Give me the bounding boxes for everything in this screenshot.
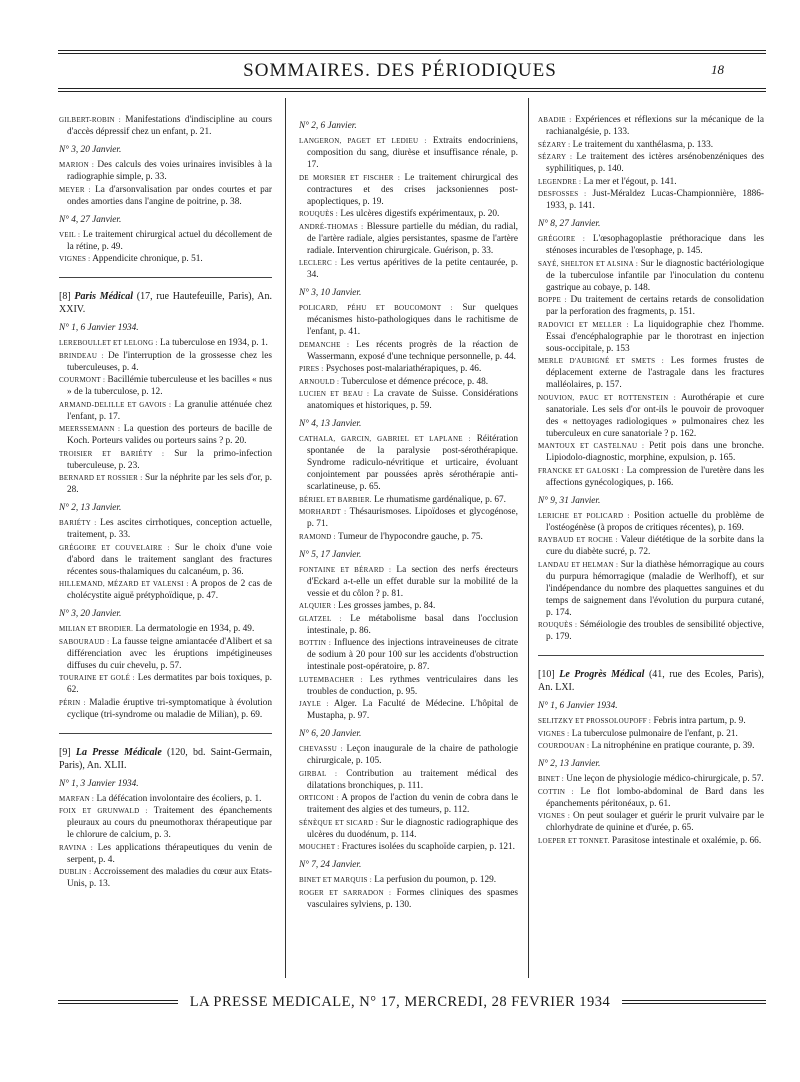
article-title: La défécation involontaire des écoliers, p. 1.: [96, 793, 262, 804]
article-entry: [538, 176, 764, 188]
article-title: Sur quelques mécanismes histo-pathologiques dans le rachitisme de l'enfant, p. 41.: [307, 303, 518, 337]
article-authors: SÉZARY :: [538, 153, 573, 161]
article-entry: [538, 465, 764, 489]
article-title: Thésaurismoses. Lipoïdoses et glycogénose, p. 71.: [307, 507, 518, 529]
article-title: La tuberculose pulmonaire de l'enfant, p. 21.: [571, 728, 738, 739]
article-title: La dermatologie en 1934, p. 49.: [135, 624, 255, 634]
article-authors: BINET :: [538, 775, 564, 783]
article-authors: LERICHE ET POLICARD :: [538, 511, 630, 520]
article-title: Blessure partielle du médian, du radial, de l'artère radiale, algies persistantes, spasme de l'artère radiale. Intervention chirurgicale. Guérison, p. 33.: [307, 221, 518, 256]
article-entry: [59, 697, 272, 721]
article-title: Tuberculose et démence précoce, p. 48.: [341, 376, 489, 387]
journal-separator: [59, 733, 272, 734]
article-title: Just-Méraldez Lucas-Championnière, 1886-1933, p. 141.: [546, 189, 764, 211]
article-entry: [59, 337, 272, 349]
issue-date: N° 9, 31 Janvier.: [538, 495, 601, 506]
article-title: La fausse teigne amiantacée d'Alibert et sa différenciation avec les éruptions impétigineuses diffuses du cuir chevelu, p. 57.: [67, 636, 272, 671]
article-authors: ABADIE :: [538, 116, 572, 124]
issue-date: N° 2, 13 Janvier.: [59, 503, 122, 513]
article-entry: [59, 114, 272, 138]
article-authors: MANTOUX ET CASTELNAU :: [538, 442, 645, 450]
article-entry: [538, 258, 764, 294]
header-rule-top-2: [58, 53, 766, 54]
article-title: La liquidographie chez l'homme. Essai d'encéphalographie par le thorotrast en injection sous-occipitale, p. 153: [546, 319, 764, 354]
article-authors: VIGNES :: [538, 812, 571, 820]
article-entry: [299, 208, 518, 220]
journal-name: La Presse Médicale: [75, 746, 162, 758]
issue-date: N° 3, 20 Janvier.: [59, 609, 122, 619]
article-entry: [299, 768, 518, 792]
column-divider-2: [528, 98, 529, 978]
article-authors: BÉRIEL ET BARBIER.: [299, 495, 372, 504]
column-1: [59, 114, 272, 982]
article-title: Le traitement du xanthélasma, p. 133.: [572, 139, 714, 150]
issue-date: N° 1, 6 Janvier 1934.: [59, 323, 139, 333]
article-authors: MEYER :: [59, 185, 91, 194]
article-title: Expériences et réflexions sur la mécanique de la rachianalgésie, p. 133.: [546, 115, 764, 137]
article-entry: [299, 363, 518, 375]
article-authors: LANGERON, PAGET ET LEDIEU :: [299, 137, 427, 145]
article-entry: [538, 786, 764, 810]
article-title: Le flot lombo-abdominal de Bard dans les épanchements péritonéaux, p. 61.: [546, 786, 764, 809]
article-entry: [538, 510, 764, 534]
article-authors: HILLEMAND, MÉZARD ET VALENSI :: [59, 580, 189, 588]
article-entry: [299, 674, 518, 698]
article-authors: GRÉGOIRE :: [538, 235, 586, 243]
article-title: Sur le diagnostic radiographique des ulcères du duodénum, p. 114.: [307, 817, 518, 840]
article-authors: MILIAN ET BRODIER.: [59, 625, 134, 633]
article-authors: DUBLIN :: [59, 868, 92, 876]
article-entry: [299, 817, 518, 841]
article-entry: [538, 355, 764, 391]
article-title: Traitement des épanchements pleuraux au cours du pneumothorax thérapeutique par le chlorure de calcium, p. 3.: [67, 806, 272, 840]
issue-date: N° 1, 3 Janvier 1934.: [59, 778, 139, 789]
article-title: Petit pois dans une bronche. Lipiodolo-diagnostic, morphine, expulsion, p. 165.: [546, 441, 764, 463]
journal-heading: [59, 290, 272, 316]
article-entry: [538, 810, 764, 834]
article-entry: [299, 302, 518, 338]
article-authors: FONTAINE ET BÉRARD :: [299, 565, 392, 574]
article-title: Sur le diagnostic bactériologique de la tuberculose infantile par l'inoculation du contenu gastrique au cobaye, p. 148.: [546, 258, 764, 293]
article-authors: SAYÉ, SHELTON ET ALSINA :: [538, 259, 639, 268]
article-authors: MERLE D'AUBIGNÉ ET SMETS :: [538, 357, 664, 365]
article-authors: SÉNÈQUE ET SICARD :: [299, 818, 379, 827]
article-title: La compression de l'uretère dans les affections gynécologiques, p. 166.: [546, 465, 764, 488]
article-authors: ARMAND-DELILLE ET GAVOIS :: [59, 400, 172, 409]
article-entry: [538, 139, 764, 151]
article-authors: ROUQUÈS :: [299, 210, 339, 218]
article-entry: [59, 866, 272, 890]
article-authors: BARIÉTY :: [59, 519, 97, 527]
article-title: Le traitement des ictères arsénobenzéniques des syphilitiques, p. 140.: [546, 152, 764, 174]
article-entry: [59, 805, 272, 841]
article-authors: RAMOND :: [299, 532, 336, 541]
article-authors: COURMONT :: [59, 376, 106, 384]
article-title: Bacillémie tuberculeuse et les bacilles « nus » de la tuberculose, p. 12.: [67, 375, 272, 397]
article-title: Influence des injections intraveineuses de citrate de sodium à 20 pour 100 sur les accidents d'obstruction intestinale post-opératoire, p. 87.: [307, 638, 518, 672]
article-entry: [538, 619, 764, 643]
article-authors: RAVINA :: [59, 843, 93, 852]
article-authors: MEERSSEMANN :: [59, 425, 121, 433]
article-title: La d'arsonvalisation par ondes courtes et par ondes amorties dans l'angine de poitrine, p. 38.: [67, 184, 272, 207]
article-entry: [299, 564, 518, 600]
article-title: La cravate de Suisse. Considérations anatomiques et historiques, p. 59.: [307, 389, 518, 411]
article-entry: [59, 472, 272, 496]
issue-date: N° 6, 20 Janvier.: [299, 729, 362, 739]
article-title: De l'interruption de la grossesse chez les tuberculeuses, p. 4.: [67, 350, 272, 373]
article-entry: [299, 221, 518, 257]
article-title: L'œsophagoplastie préthoracique dans les sténoses incurables de l'œsophage, p. 145.: [546, 234, 764, 256]
footer-rule-right: [622, 1000, 766, 1001]
article-entry: [299, 388, 518, 412]
journal-number: [10]: [538, 669, 555, 680]
article-title: Du traitement de certains retards de consolidation par la perforation des fragments, p. 151.: [546, 295, 764, 317]
article-entry: [538, 294, 764, 318]
article-title: Contribution au traitement médical des dilatations bronchiques, p. 111.: [307, 768, 518, 791]
article-entry: [59, 184, 272, 208]
article-title: La nitrophénine en pratique courante, p. 39.: [591, 741, 755, 751]
issue-date: N° 4, 13 Janvier.: [299, 419, 362, 429]
article-title: La mer et l'égout, p. 141.: [583, 176, 677, 187]
issue-date: N° 7, 24 Janvier.: [299, 860, 362, 870]
article-authors: RADOVICI ET MELLER :: [538, 320, 629, 329]
article-authors: MARFAN :: [59, 794, 95, 803]
journal-address: (17, rue Hautefeuille, Paris), An. XXIV.: [59, 291, 272, 315]
article-authors: DEMANCHE :: [299, 340, 350, 349]
article-title: Accroissement des maladies du cœur aux Etats-Unis, p. 13.: [67, 867, 272, 889]
article-title: La perfusion du poumon, p. 129.: [374, 875, 497, 885]
article-entry: [538, 715, 764, 727]
issue-date: N° 8, 27 Janvier.: [538, 219, 601, 229]
article-authors: BOTTIN :: [299, 639, 332, 647]
article-authors: GRÉGOIRE ET COUVELAIRE :: [59, 543, 170, 552]
article-title: Appendicite chronique, p. 51.: [92, 254, 203, 264]
article-title: Les ascites cirrhotiques, conception actuelle, traitement, p. 33.: [67, 518, 272, 540]
article-entry: [59, 448, 272, 472]
article-authors: VIGNES :: [59, 255, 91, 263]
journal-address: (41, rue des Ecoles, Paris), An. LXI.: [538, 669, 764, 693]
journal-name: Paris Médical: [74, 291, 134, 302]
article-authors: BINET ET MARQUIS :: [299, 876, 372, 884]
article-authors: LANDAU ET HELMAN :: [538, 560, 619, 569]
article-entry: [59, 793, 272, 805]
article-entry: [299, 257, 518, 281]
article-entry: [538, 151, 764, 175]
running-footer: [0, 990, 800, 1014]
page-number: 18: [711, 62, 724, 77]
article-title: Le traitement chirurgical actuel du décollement de la rétine, p. 49.: [67, 229, 272, 252]
article-title: Fractures isolées du scaphoïde carpien, p. 121.: [341, 842, 515, 852]
column-divider-1: [285, 98, 286, 978]
article-entry: [299, 637, 518, 673]
journal-address: (120, bd. Saint-Germain, Paris), An. XLII.: [59, 746, 272, 771]
article-entry: [299, 792, 518, 816]
article-title: Position actuelle du problème de l'ostéogénèse (à propos de critiques récentes), p. 169.: [546, 510, 764, 533]
article-entry: [59, 399, 272, 423]
article-entry: [59, 374, 272, 398]
article-title: Les grosses jambes, p. 84.: [338, 601, 436, 611]
article-authors: JAYLE :: [299, 700, 329, 708]
article-authors: NOUVION, PAUC ET ROTTENSTEIN :: [538, 393, 676, 402]
article-authors: VEIL :: [59, 230, 81, 239]
article-entry: [59, 623, 272, 635]
running-header: [0, 58, 800, 84]
article-title: Les rythmes ventriculaires dans les troubles de conduction, p. 95.: [307, 674, 518, 697]
article-title: A propos de l'action du venin de cobra dans le traitement des algies et des tumeurs, p. 112.: [307, 793, 518, 815]
article-title: Une leçon de physiologie médico-chirurgicale, p. 57.: [566, 774, 764, 784]
article-title: La section des nerfs érecteurs d'Eckard a-t-elle un effet durable sur la mobilité de la vessie et du côlon ? p. 81.: [307, 564, 518, 599]
header-rule-bottom-2: [58, 91, 766, 92]
column-2: [299, 114, 518, 982]
article-entry: [59, 636, 272, 672]
article-entry: [538, 440, 764, 464]
article-entry: [299, 874, 518, 886]
article-authors: LEREBOULLET ET LELONG :: [59, 339, 158, 347]
article-title: Psychoses post-malariathérapiques, p. 46.: [325, 364, 482, 374]
issue-date: N° 1, 6 Janvier 1934.: [538, 701, 618, 711]
article-title: Sur la diathèse hémorragique au cours du purpura hémorragique (maladie de Werlhoff), et sur l'indépendance du nombre des plaquettes sanguines et du temps de saignement dans l'évolution du purpura cutané, p. 174.: [546, 559, 764, 618]
article-authors: COURDOUAN :: [538, 742, 590, 750]
article-title: Sur le choix d'une voie d'abord dans le traitement sanglant des fractures récentes sous-thalamiques du calcanéum, p. 36.: [67, 542, 272, 577]
article-entry: [59, 842, 272, 866]
article-title: Le métabolisme basal dans l'occlusion intestinale, p. 86.: [307, 613, 518, 636]
article-authors: ARNOULD :: [299, 377, 340, 386]
article-authors: CATHALA, GARCIN, GABRIEL ET LAPLANE :: [299, 435, 471, 443]
header-rule-bottom: [58, 88, 766, 89]
journal-heading: [59, 746, 272, 772]
article-authors: POLICARD, PÉHU ET BOUCOMONT :: [299, 304, 453, 312]
article-authors: ALQUIER :: [299, 602, 336, 610]
article-authors: PIRES :: [299, 365, 324, 373]
article-entry: [299, 600, 518, 612]
article-entry: [538, 740, 764, 752]
journal-separator: [538, 655, 764, 656]
article-entry: [299, 613, 518, 637]
article-authors: LECLERC :: [299, 259, 338, 267]
article-entry: [538, 559, 764, 619]
article-entry: [59, 350, 272, 374]
article-entry: [299, 887, 518, 911]
article-title: Maladie éruptive tri-symptomatique à évolution cyclique (tri-syndrome ou maladie de Milian), p. 69.: [67, 697, 272, 720]
article-entry: [538, 835, 764, 847]
article-entry: [59, 672, 272, 696]
article-entry: [59, 542, 272, 578]
article-authors: SELITZKY ET PROSSOLOUPOFF :: [538, 717, 652, 725]
article-authors: VIGNES :: [538, 729, 570, 738]
article-authors: COTTIN :: [538, 787, 574, 796]
article-authors: ROUQUÈS :: [538, 621, 578, 629]
article-authors: GIRBAL :: [299, 769, 338, 778]
article-title: Alger. La Faculté de Médecine. L'hôpital de Mustapha, p. 97.: [307, 699, 518, 721]
article-title: Sur la néphrite par les sels d'or, p. 28.: [67, 473, 272, 495]
article-entry: [59, 229, 272, 253]
article-entry: [538, 392, 764, 440]
journal-name: Le Progrès Médical: [559, 669, 645, 680]
article-authors: BERNARD ET ROSSIER :: [59, 474, 143, 482]
article-entry: [299, 172, 518, 208]
article-authors: MOUCHET :: [299, 843, 340, 851]
article-title: La tuberculose en 1934, p. 1.: [159, 338, 268, 348]
footer-rule-right-2: [622, 1003, 766, 1004]
article-entry: [299, 433, 518, 493]
section-title: SOMMAIRES. DES PÉRIODIQUES: [243, 60, 557, 81]
article-entry: [538, 534, 764, 558]
article-authors: LOEPER ET TONNET.: [538, 836, 610, 845]
article-authors: DE MORSIER ET FISCHER :: [299, 173, 401, 182]
article-authors: FOIX ET GRUNWALD :: [59, 807, 148, 815]
issue-date: N° 2, 13 Janvier.: [538, 759, 601, 769]
article-entry: [538, 114, 764, 138]
article-entry: [538, 773, 764, 785]
article-title: Manifestations d'indiscipline au cours d'accès dépressif chez un enfant, p. 21.: [67, 115, 272, 137]
article-entry: [59, 159, 272, 183]
article-authors: GILBERT-ROBIN :: [59, 116, 122, 124]
article-entry: [299, 135, 518, 171]
journal-separator: [59, 277, 272, 278]
article-entry: [299, 743, 518, 767]
article-entry: [299, 339, 518, 363]
issue-date: N° 4, 27 Janvier.: [59, 214, 122, 225]
article-authors: SABOURAUD :: [59, 637, 110, 646]
article-title: A propos de 2 cas de cholécystite aiguë prétyphoïdique, p. 47.: [67, 579, 272, 601]
article-authors: BOPPE :: [538, 296, 567, 304]
article-authors: ORTICONI :: [299, 794, 339, 802]
article-title: Les ulcères digestifs expérimentaux, p. 20.: [340, 209, 500, 219]
article-title: Des calculs des voies urinaires invisibles à la radiographie simple, p. 33.: [67, 160, 272, 182]
article-title: Aurothérapie et cure sanatoriale. Les sels d'or ont-ils le pouvoir de provoquer des « nettoyages radiologiques » pulmonaires chez les tuberculeux en cure sanatoriale ? p. 162.: [546, 392, 764, 439]
article-authors: LUCIEN ET BEAU :: [299, 390, 370, 398]
article-title: Tumeur de l'hypocondre gauche, p. 75.: [337, 531, 483, 542]
article-authors: BRINDEAU :: [59, 351, 104, 360]
article-title: On peut soulager et guérir le prurit vulvaire par le chlorhydrate de quinine et d'urée, p. 65.: [546, 811, 764, 833]
article-title: Les formes frustes de déplacement externe de l'astragale dans les fractures malléolaires, p. 157.: [546, 356, 764, 390]
article-entry: [59, 423, 272, 447]
article-authors: TOURAINE ET GOLÉ :: [59, 674, 135, 682]
article-title: Febris intra partum, p. 9.: [653, 716, 746, 726]
article-authors: MARION :: [59, 161, 95, 169]
article-authors: MORHARDT :: [299, 508, 347, 516]
article-entry: [299, 531, 518, 543]
article-entry: [299, 841, 518, 853]
article-entry: [538, 728, 764, 740]
article-title: Parasitose intestinale et oxalémie, p. 66.: [611, 835, 762, 846]
article-title: Le rhumatisme gardénalique, p. 67.: [374, 494, 507, 505]
article-authors: TROISIER ET BARIÉTY :: [59, 449, 165, 458]
article-authors: RAYBAUD ET ROCHE :: [538, 536, 618, 544]
article-title: Leçon inaugurale de la chaire de pathologie chirurgicale, p. 105.: [307, 744, 518, 766]
article-entry: [538, 233, 764, 257]
article-entry: [299, 506, 518, 530]
article-entry: [59, 517, 272, 541]
article-authors: GLATZEL :: [299, 614, 342, 623]
article-authors: ROGER ET SARRADON :: [299, 888, 392, 897]
article-entry: [299, 698, 518, 722]
article-authors: ANDRÉ-THOMAS :: [299, 222, 364, 231]
article-entry: [59, 578, 272, 602]
article-authors: SÉZARY :: [538, 140, 571, 149]
article-title: Extraits endocriniens, composition du sang, diurèse et insuffisance rénale, p. 17.: [307, 136, 518, 170]
article-title: Les dermatites par bois toxiques, p. 62.: [67, 673, 272, 695]
article-entry: [538, 188, 764, 212]
article-entry: [299, 376, 518, 388]
article-title: La granulie atténuée chez l'enfant, p. 17.: [67, 399, 272, 422]
article-title: Formes cliniques des spasmes vasculaires sylviens, p. 130.: [307, 887, 518, 910]
issue-date: N° 3, 10 Janvier.: [299, 288, 362, 298]
article-title: Le traitement chirurgical des contractures et des crises jacksoniennes post-apoplectiques, p. 19.: [307, 172, 518, 207]
article-title: Les applications thérapeutiques du venin de serpent, p. 4.: [67, 842, 272, 865]
article-authors: PÉRIN :: [59, 698, 86, 707]
journal-heading: [538, 668, 764, 694]
article-title: Valeur diététique de la sorbite dans la cure du diabète sucré, p. 72.: [546, 535, 764, 557]
article-authors: LEGENDRE :: [538, 177, 582, 186]
article-title: Réitération spontanée de la paralysie post-sérothérapique. Syndrome radiculo-névritique et urticaire, évoluant conjointement par poussées après sérothérapie anti-scarlatineuse, p. 65.: [307, 434, 518, 492]
issue-date: N° 5, 17 Janvier.: [299, 549, 362, 560]
journal-number: [9]: [59, 746, 71, 758]
article-entry: [299, 494, 518, 506]
issue-date: N° 3, 20 Janvier.: [59, 145, 122, 155]
article-title: Les récents progrès de la réaction de Wassermann, exposé d'une technique personnelle, p. 44.: [307, 339, 518, 362]
footer-text: LA PRESSE MEDICALE, N° 17, MERCREDI, 28 FEVRIER 1934: [189, 994, 611, 1010]
article-authors: LUTEMBACHER :: [299, 675, 363, 684]
article-authors: CHEVASSU :: [299, 745, 343, 753]
article-title: Séméiologie des troubles de sensibilité objective, p. 179.: [546, 620, 764, 642]
journal-number: [8]: [59, 291, 71, 302]
column-3: [538, 114, 764, 982]
article-authors: FRANCKE ET GALOSKI :: [538, 466, 624, 475]
article-entry: [538, 319, 764, 355]
header-rule-top: [58, 50, 766, 51]
article-title: La question des porteurs de bacille de Koch. Porteurs valides ou porteurs sains ? p. 20.: [67, 424, 272, 446]
article-title: Sur la primo-infection tuberculeuse, p. 23.: [67, 448, 272, 471]
article-title: Les vertus apéritives de la petite centaurée, p. 34.: [307, 258, 518, 280]
article-authors: DESFOSSES :: [538, 190, 587, 198]
issue-date: N° 2, 6 Janvier.: [299, 121, 357, 131]
article-entry: [59, 253, 272, 265]
